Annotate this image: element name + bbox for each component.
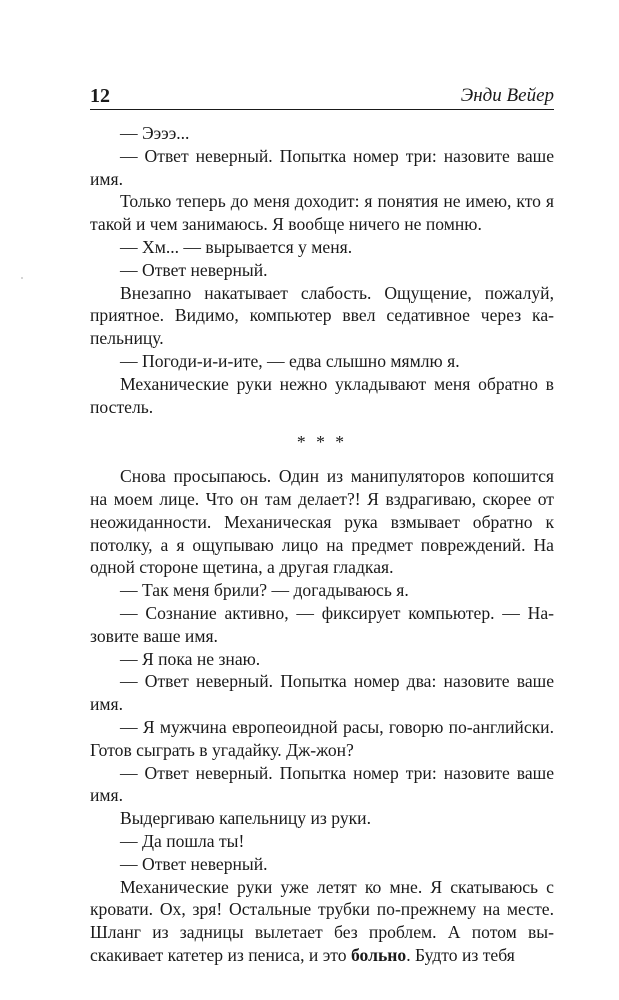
paragraph: — Ответ неверный. — [120, 259, 268, 280]
paragraph: Внезапно накатывает слабость. Ощущение, пожалуй, приятное. Видимо, компьютер ввел седативное через капельницу. — [90, 282, 554, 349]
paragraph-last — [90, 876, 554, 967]
paragraph: — Ответ неверный. Попытка номер три: назовите ваше имя. — [90, 145, 554, 189]
paragraph: — Да пошла ты! — [120, 830, 245, 851]
paragraph: Выдергиваю капельницу из руки. — [120, 808, 371, 829]
paragraph: — Ээээ... — [120, 123, 190, 143]
paragraph: Снова просыпаюсь. Один из манипуляторов копошится на моем лице. Что он там делает?! Я вздрагиваю, скорее от неожиданности. Механическая рука взмывает обратно к потолку, а я ощупываю лицо на предмет повреждений. На одной стороне щетина, а другая гладкая. — [90, 466, 554, 578]
paragraph: — Хм... — вырывается у меня. — [120, 236, 353, 257]
page-number: 12 — [90, 85, 110, 107]
paragraph: — Ответ неверный. — [120, 853, 268, 874]
section-separator: * * * — [296, 432, 348, 453]
body-text — [90, 122, 554, 967]
paragraph: — Я мужчина европеоидной расы, говорю по-английски. Готов сыграть в угадайку. Дж-жон? — [90, 716, 554, 760]
paragraph: — Сознание активно, — фиксирует компьютер. — Назовите ваше имя. — [90, 602, 554, 646]
paragraph: Только теперь до меня доходит: я понятия не имею, кто я такой и чем занимаюсь. Я вообще ничего не помню. — [90, 191, 554, 235]
book-page — [90, 0, 554, 1000]
paragraph: — Так меня брили? — догадываюсь я. — [120, 580, 409, 601]
paragraph: — Ответ неверный. Попытка номер три: назовите ваше имя. — [90, 762, 554, 806]
paragraph: — Погоди-и-и-ите, — едва слышно мямлю я. — [120, 350, 460, 371]
paragraph: — Я пока не знаю. — [120, 648, 261, 669]
paragraph: — Ответ неверный. Попытка номер два: назовите ваше имя. — [90, 671, 554, 715]
paragraph-last-start: Механические руки уже летят ко мне. Я скатываюсь с кровати. Ох, зря! Остальные трубки по-прежнему на месте. Шланг из задницы вылетает без проблем. А потом выскакивает катетер из пениса, и это — [90, 876, 554, 965]
emphasis-bold: больно — [350, 944, 407, 965]
paragraph-last-tail: . Будто из тебя — [406, 944, 515, 965]
margin-speck — [21, 277, 23, 279]
page-header — [90, 84, 554, 110]
header-rule — [90, 109, 554, 110]
running-head-author: Энди Вейер — [460, 85, 554, 106]
paragraph: Механические руки нежно укладывают меня обратно в постель. — [90, 373, 554, 417]
